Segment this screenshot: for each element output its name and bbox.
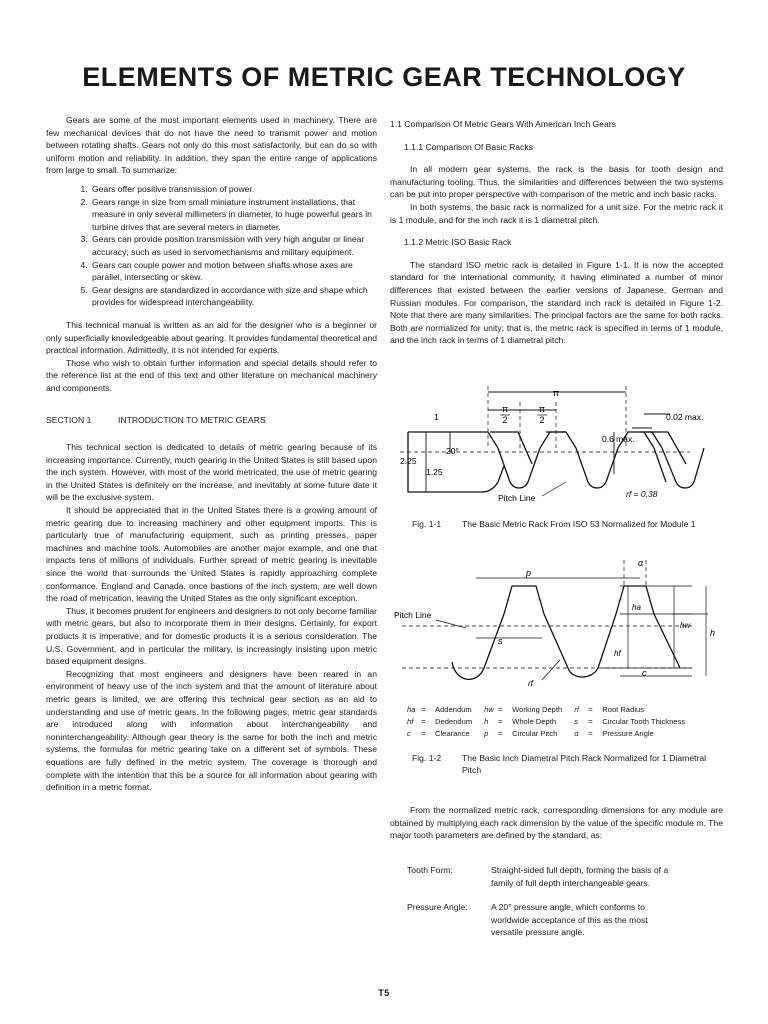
- page-title: ELEMENTS OF METRIC GEAR TECHNOLOGY: [82, 62, 686, 92]
- paragraph: The standard ISO metric rack is detailed in Figure 1-1. It is now the accepted standard for the international community, it having eliminated a number of minor differences that existed between the earlier versions of Japanese, German and Russian modules. For comparison, the standard inch rack is detailed in Figure 1-2. Note that there are many similarities. The principal factors are the same for both racks. Both are normalized for unity; that is, the metric rack is specified in terms of 1 module, and the inch rack in terms of 1 diametral pitch.: [390, 259, 723, 346]
- dedendum-label: hf: [614, 649, 621, 658]
- legend-symbol: α: [574, 729, 579, 739]
- dim-pi: π: [552, 388, 560, 398]
- pressure-angle-label: 20°: [446, 446, 459, 456]
- root-radius-label: rf: [528, 679, 533, 688]
- figure-label: Fig. 1-1: [412, 519, 442, 529]
- legend-symbol: p: [484, 729, 489, 739]
- legend-symbol: rf: [574, 705, 579, 714]
- figure-caption-text: The Basic Metric Rack From ISO 53 Normalized for Module 1: [462, 519, 696, 529]
- dim-pi-half: π: [538, 404, 546, 414]
- dim-pi-half: π: [501, 404, 509, 414]
- inch-rack-figure: [392, 556, 728, 692]
- dim-225: 2.25: [400, 456, 417, 466]
- metric-rack-figure: [390, 384, 730, 508]
- paragraph: Those who wish to obtain further information and special details should refer to the reference list at the end of this text and other literature on mechanical machinery and components.: [46, 357, 377, 393]
- legend-symbol: hw: [484, 705, 494, 714]
- legend-desc: Root Radius: [602, 705, 645, 714]
- legend-desc: Clearance: [435, 729, 470, 739]
- subsubsection-heading: 1.1.2 Metric ISO Basic Rack: [404, 237, 512, 248]
- left-column: [46, 114, 377, 794]
- paragraph: This technical section is dedicated to details of metric gearing because of its increasing importance. Currently, much gearing in the United States is still based upon the inch system. However, with most of the world metricated, the use of metric gearing in the United States is definitely on the increase, and inevitably at some future date it will be the exclusive system.: [46, 442, 377, 503]
- root-radius-label: rf = 0.38: [626, 489, 658, 499]
- pressure-angle-label: α: [638, 558, 644, 568]
- intro-paragraph: Gears are some of the most important elements used in machinery. There are few mechanical devices that do not have the need to transmit power and motion between rotating shafts. Gears not only do this most satisfactorily, but can do so with uniform motion and reliability. In addition, they span the entire range of applications from large to small. To summarize:: [46, 115, 377, 176]
- legend-desc: Working Depth: [512, 705, 563, 714]
- definition-text: Straight-sided full depth, forming the basis of a family of full depth interchangeable gears.: [491, 865, 669, 888]
- subsection-heading: 1.1 Comparison Of Metric Gears With American Inch Gears: [390, 119, 616, 129]
- paragraph: This technical manual is written as an aid for the designer who is a beginner or only superficially knowledgeable about gearing. It provides fundamental theoretical and practical information. Admittedly, it is not intended for experts.: [46, 319, 377, 356]
- paragraph: In both systems, the basic rack is normalized for a unit size. For the metric rack it is 1 module, and for the inch rack it is 1 diametral pitch.: [390, 201, 723, 225]
- list-item: 3. Gears can provide position transmission with very high angular or linear accuracy; such as used in servomechanisms and military equipment.: [90, 233, 377, 258]
- legend-desc: Circular Pitch: [512, 729, 558, 739]
- gear-benefits-list: [46, 183, 377, 309]
- list-item: 1. Gears offer positive transmission of power.: [90, 183, 377, 196]
- figure-caption-text: The Basic Inch Diametral Pitch Rack Normalized for 1 Diametral Pitch: [462, 753, 707, 775]
- definition-text: A 20° pressure angle, which conforms to worldwide acceptance of this as the most versatile pressure angle.: [491, 902, 648, 938]
- dim-125: 1.25: [426, 467, 443, 477]
- definition-term: Pressure Angle:: [407, 902, 468, 912]
- figure-caption: [412, 752, 722, 776]
- list-item: 5. Gear designs are standardized in accordance with size and shape which provides for widespread interchangeability.: [90, 284, 377, 309]
- legend-symbol: h: [484, 717, 489, 727]
- legend-symbol: s: [574, 717, 579, 727]
- paragraph: Thus, it becomes prudent for engineers and designers to not only become familiar with metric gears, but also to incorporate them in their designs. Certainly, for export products it is imperative; and for domestic products it is a serious consideration. The U.S. Government, and in particular the military, is increasingly insisting upon metric based equipment designs.: [46, 605, 377, 667]
- legend-symbol: ha: [407, 705, 416, 714]
- paragraph: In all modern gear systems, the rack is the basis for tooth design and manufacturing tooling. Thus, the similarities and differences between the two systems can be put into proper perspective with comparison of the metric and inch basic racks.: [390, 164, 723, 200]
- tip-max-label: 0.02 max.: [666, 412, 704, 422]
- section-number: SECTION 1: [46, 415, 92, 426]
- legend-desc: Addendum: [435, 705, 472, 714]
- circular-pitch-label: p: [526, 568, 532, 578]
- subsubsection-heading: 1.1.1 Comparison Of Basic Racks: [404, 141, 533, 152]
- working-depth-label: hw: [680, 621, 691, 630]
- dim-one: 1: [434, 412, 439, 422]
- figure-caption: [412, 518, 722, 530]
- right-column: [390, 114, 723, 347]
- page-number: T5: [378, 988, 390, 998]
- paragraph: From the normalized metric rack, corresponding dimensions for any module are obtained by multiplying each rack dimension by the value of the specific module m. The major tooth parameters are defined by the standard, as:: [390, 805, 723, 841]
- root-max-label: 0.6 max.: [602, 434, 635, 444]
- addendum-label: ha: [632, 603, 641, 612]
- definition-term: Tooth Form:: [407, 865, 453, 875]
- pitch-line-label: Pitch Line: [498, 493, 536, 503]
- tooth-thickness-label: s: [498, 636, 503, 646]
- list-item: 4. Gears can couple power and motion between shafts whose axes are parallel, intersecting or skew.: [90, 259, 377, 284]
- symbol-legend: [407, 704, 697, 741]
- figure-label: Fig. 1-2: [412, 753, 442, 763]
- legend-row: hf = Dedendum h = Whole Depth s = Circular Tooth Thickness: [407, 716, 697, 728]
- legend-symbol: c: [407, 729, 411, 739]
- section-title: INTRODUCTION TO METRIC GEARS: [118, 415, 266, 426]
- right-column-lower: [390, 804, 723, 842]
- pitch-line-label: Pitch Line: [394, 610, 432, 620]
- legend-desc: Whole Depth: [512, 717, 557, 727]
- dim-pi-half-den: 2: [539, 415, 545, 425]
- paragraph: Recognizing that most engineers and designers have been reared in an environment of heavy use of the inch system and that the amount of literature about metric gears is limited, we are offering this technical gear section as an aid to understanding and use of metric gears. In the following pages, metric gear standards are introduced along with information about interchangeability and noninterchangeability. Although gear theory is the same for both the inch and metric systems, the formulas for metric gearing take on a different set of symbols. These equations are fully defined in the metric system. The coverage is thorough and complete with the intention that this be a source for all information about gearing with definition in a metric format.: [46, 668, 377, 793]
- section-heading: [46, 414, 377, 427]
- whole-depth-label: h: [710, 628, 716, 638]
- legend-desc: Pressure Angle: [602, 729, 654, 739]
- legend-row: c = Clearance p = Circular Pitch α = Pressure Angle: [407, 728, 697, 740]
- legend-desc: Circular Tooth Thickness: [602, 717, 686, 727]
- list-item: 2. Gears range in size from small miniature instrument installations, that measure in only several millimeters in diameter, to huge powerful gears in turbine drives that are several meters in diameter.: [90, 196, 377, 234]
- legend-symbol: hf: [407, 717, 414, 727]
- legend-row: ha = Addendum hw = Working Depth rf = Root Radius: [407, 704, 697, 716]
- legend-desc: Dedendum: [435, 717, 473, 727]
- paragraph: It should be appreciated that in the United States there is a growing amount of metric gearing due to increasing machinery and other equipment imports. This is particularly true of manufacturing equipment, such as printing presses, paper machines and machine tools. Automobiles are another major example, and one that impacts tens of millions of individuals. Further spread of metric gearing is inevitable since the world that surrounds the United States is rapidly approaching complete conformance. England and Canada, once bastions of the inch system, are well down the road of metrication, leaving the United States as the only significant exception.: [46, 505, 377, 604]
- clearance-label: c: [642, 668, 647, 678]
- dim-pi-half-den: 2: [502, 415, 508, 425]
